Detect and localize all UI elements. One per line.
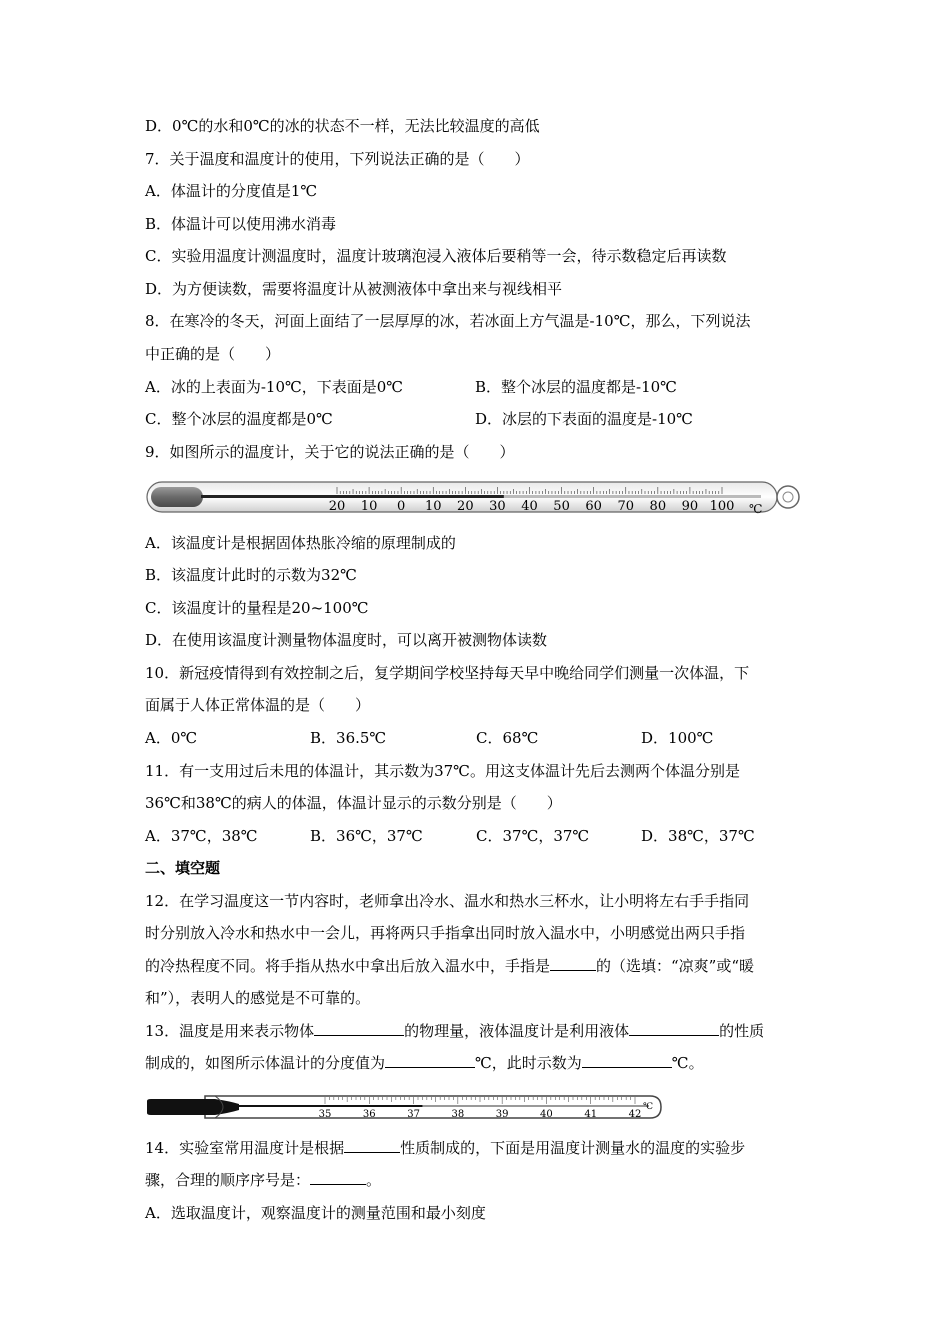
q7-option-a: A．体温计的分度值是1℃ <box>145 182 318 200</box>
q14-option-a: A．选取温度计，观察温度计的测量范围和最小刻度 <box>145 1204 486 1222</box>
q13-blank-1[interactable] <box>314 1021 404 1036</box>
question-9: 9．如图所示的温度计，关于它的说法正确的是（ ） <box>145 443 515 461</box>
q13-text-6: ℃。 <box>671 1054 704 1072</box>
question-13-line2 <box>145 1053 704 1073</box>
q11-option-d: D．38℃，37℃ <box>641 827 755 845</box>
thermometer2-tick-label: 36 <box>362 1109 376 1120</box>
section-fill-in-heading: 二、填空题 <box>145 859 221 877</box>
q6-option-d: D．0℃的水和0℃的冰的状态不一样，无法比较温度的高低 <box>145 117 540 135</box>
thermometer1-tick-label: 10 <box>360 499 378 514</box>
thermometer1-unit: ℃ <box>749 502 763 516</box>
thermometer1-tick-label: 70 <box>617 499 635 514</box>
thermometer1-tick-label: 60 <box>585 499 602 514</box>
thermometer1-tick-label: 40 <box>521 499 538 514</box>
thermometer2-unit: ℃ <box>643 1102 654 1112</box>
q13-text-2: 的物理量，液体温度计是利用液体 <box>404 1022 630 1040</box>
thermometer2-liquid <box>239 1105 422 1107</box>
thermometer2-tick-label: 41 <box>584 1109 598 1120</box>
question-8-line1: 8．在寒冷的冬天，河面上面结了一层厚厚的冰，若冰面上方气温是-10℃，那么，下列说法 <box>145 312 751 330</box>
q7-option-b: B．体温计可以使用沸水消毒 <box>145 215 337 233</box>
question-10-line2: 面属于人体正常体温的是（ ） <box>145 696 371 714</box>
thermometer2-tick-label: 39 <box>495 1109 509 1120</box>
q9-option-d: D．在使用该温度计测量物体温度时，可以离开被测物体读数 <box>145 631 548 649</box>
q8-option-c: C．整个冰层的温度都是0℃ <box>145 410 333 428</box>
thermometer1-tick-label: 10 <box>424 499 442 514</box>
q11-option-a: A．37℃，38℃ <box>145 827 258 845</box>
question-11-line1: 11．有一支用过后未甩的体温计，其示数为37℃。用这支体温计先后去测两个体温分别是 <box>145 762 740 780</box>
thermometer1-tick-label: 90 <box>681 499 699 514</box>
thermometer1-tick-label: 0 <box>397 499 406 514</box>
q8-option-d: D．冰层的下表面的温度是-10℃ <box>475 410 693 428</box>
q13-text-3: 的性质 <box>719 1022 765 1040</box>
q12-text-1: 的冷热程度不同。将手指从热水中拿出后放入温水中，手指是 <box>145 957 551 975</box>
thermometer1-tick-label: 100 <box>709 499 735 514</box>
q11-option-c: C．37℃，37℃ <box>476 827 590 845</box>
q13-blank-4[interactable] <box>582 1053 672 1068</box>
q13-blank-2[interactable] <box>629 1021 719 1036</box>
question-12-line4: 和”），表明人的感觉是不可靠的。 <box>145 989 371 1007</box>
q7-option-c: C．实验用温度计测温度时，温度计玻璃泡浸入液体后要稍等一会，待示数稳定后再读数 <box>145 247 727 265</box>
thermometer-clinical-figure <box>145 1089 667 1125</box>
q14-text-2: 性质制成的，下面是用温度计测量水的温度的实验步 <box>400 1139 746 1157</box>
question-12-line3 <box>145 956 754 976</box>
q12-text-2: 的（选填：“凉爽”或“暖 <box>596 957 755 975</box>
q10-option-c: C．68℃ <box>476 729 539 747</box>
thermometer1-tick-label: 50 <box>553 499 570 514</box>
question-11-line2: 36℃和38℃的病人的体温，体温计显示的示数分别是（ ） <box>145 794 562 812</box>
thermometer2-tick-label: 37 <box>407 1109 420 1120</box>
thermometer2-tick-label: 40 <box>540 1109 553 1120</box>
thermometer1-tick-label: 30 <box>489 499 506 514</box>
q9-option-a: A．该温度计是根据固体热胀冷缩的原理制成的 <box>145 534 456 552</box>
thermometer1-tick-label: 80 <box>649 499 667 514</box>
thermometer1-liquid <box>201 495 504 498</box>
q9-option-b: B．该温度计此时的示数为32℃ <box>145 566 357 584</box>
thermometer1-bulb <box>151 487 203 507</box>
question-12-line2: 时分别放入冷水和热水中一会儿，再将两只手指拿出同时放入温水中，小明感觉出两只手指 <box>145 924 746 942</box>
q10-option-a: A．0℃ <box>145 729 198 747</box>
question-7: 7．关于温度和温度计的使用，下列说法正确的是（ ） <box>145 150 530 168</box>
thermometer1-tick-label: 20 <box>328 499 346 514</box>
q14-blank-2[interactable] <box>310 1170 366 1185</box>
q8-option-a: A．冰的上表面为-10℃，下表面是0℃ <box>145 378 404 396</box>
q14-text-1: 14．实验室常用温度计是根据 <box>145 1139 345 1157</box>
question-14-line2 <box>145 1170 381 1190</box>
q10-option-b: B．36.5℃ <box>310 729 387 747</box>
question-8-line2: 中正确的是（ ） <box>145 345 281 363</box>
thermometer2-bulb <box>147 1099 239 1115</box>
q12-answer-blank[interactable] <box>550 956 596 971</box>
question-10-line1: 10．新冠疫情得到有效控制之后，复学期间学校坚持每天早中晚给同学们测量一次体温，下 <box>145 664 750 682</box>
q10-option-d: D．100℃ <box>641 729 714 747</box>
q11-option-b: B．36℃，37℃ <box>310 827 423 845</box>
question-13-line1 <box>145 1021 764 1041</box>
q7-option-d: D．为方便读数，需要将温度计从被测液体中拿出来与视线相平 <box>145 280 563 298</box>
thermometer1-tick-label: 20 <box>457 499 474 514</box>
q14-text-4: 。 <box>366 1171 382 1189</box>
thermometer2-tick-label: 35 <box>318 1109 332 1120</box>
q13-blank-3[interactable] <box>385 1053 475 1068</box>
thermometer2-tick-label: 42 <box>628 1109 642 1120</box>
q8-option-b: B．整个冰层的温度都是-10℃ <box>475 378 677 396</box>
q13-text-5: ℃，此时示数为 <box>475 1054 582 1072</box>
question-14-line1 <box>145 1138 745 1158</box>
question-12-line1: 12．在学习温度这一节内容时，老师拿出冷水、温水和热水三杯水，让小明将左右手手指同 <box>145 892 750 910</box>
q14-blank-1[interactable] <box>344 1138 400 1153</box>
thermometer-lab-figure <box>145 477 805 519</box>
q13-text-4: 制成的，如图所示体温计的分度值为 <box>145 1054 386 1072</box>
thermometer2-tick-label: 38 <box>451 1109 465 1120</box>
q9-option-c: C．该温度计的量程是20~100℃ <box>145 599 369 617</box>
q14-text-3: 骤，合理的顺序序号是： <box>145 1171 311 1189</box>
q13-text-1: 13．温度是用来表示物体 <box>145 1022 315 1040</box>
